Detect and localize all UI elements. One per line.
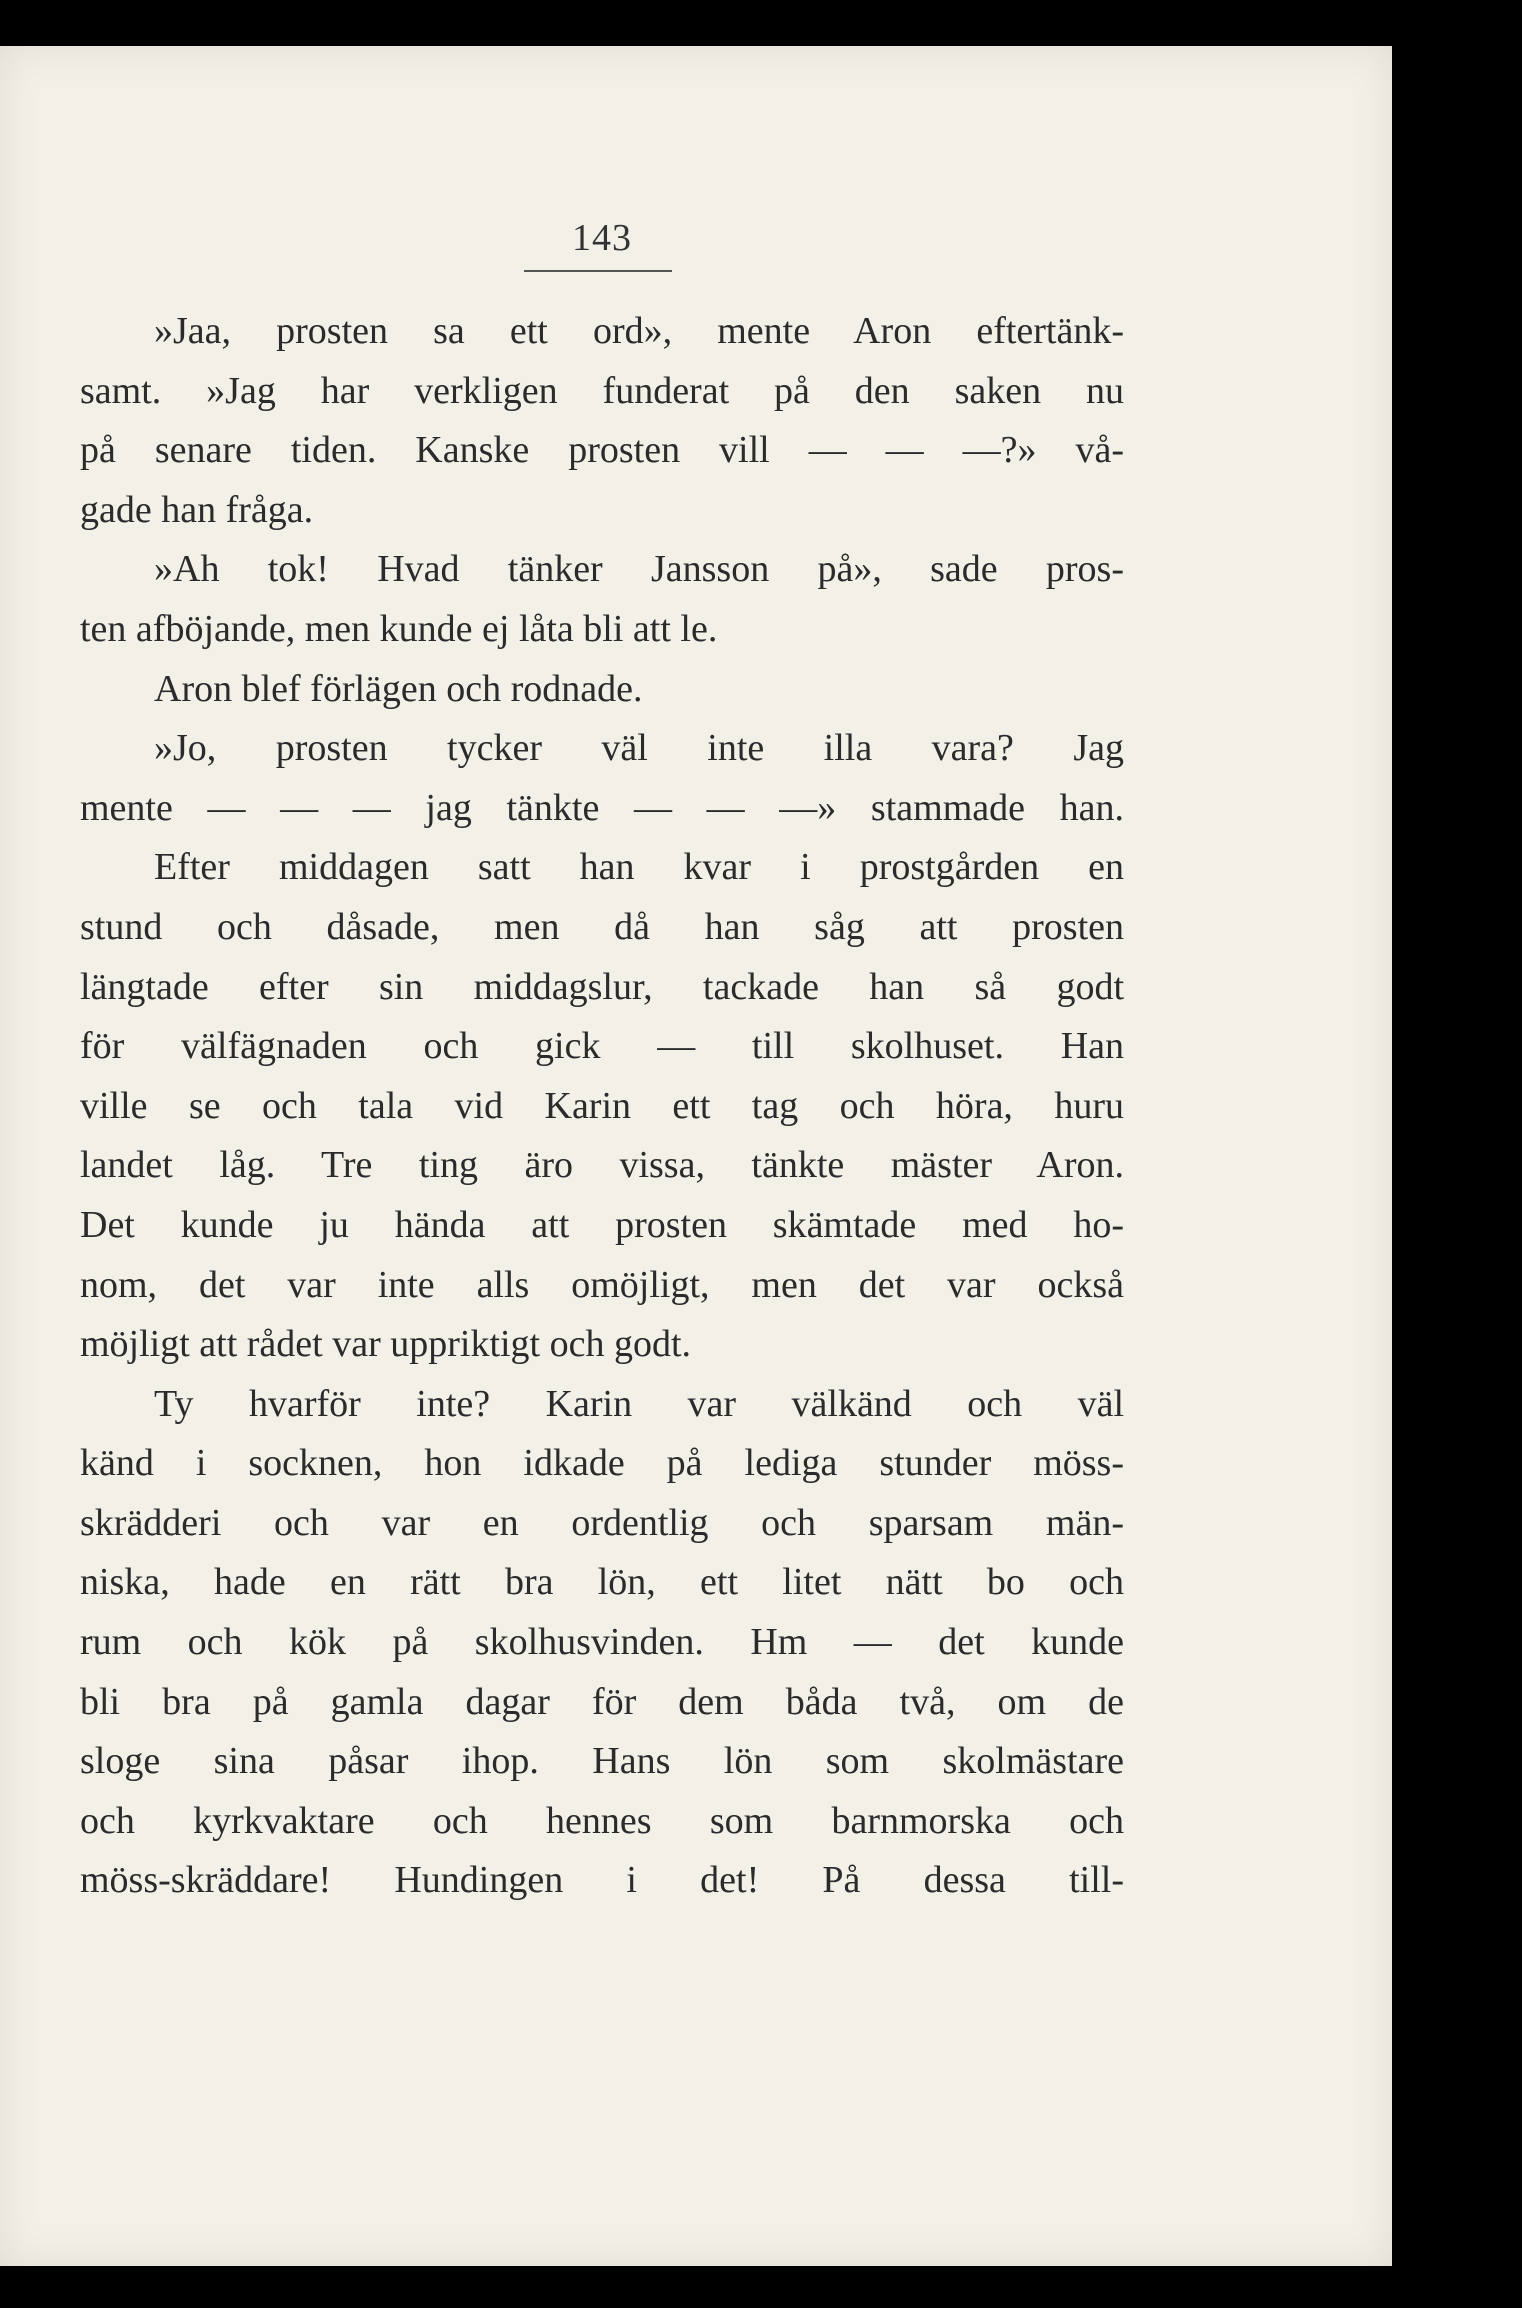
text-line: »Ah tok! Hvad tänker Jansson på», sade pros- [154, 548, 1124, 591]
text-line: stund och dåsade, men då han såg att prosten [80, 905, 1124, 948]
page-number-rule [524, 270, 672, 272]
text-line: möjligt att rådet var uppriktigt och godt. [80, 1323, 692, 1366]
text-line: nom, det var inte alls omöjligt, men det var också [80, 1263, 1124, 1306]
text-line: Aron blef förlägen och rodnade. [154, 667, 643, 710]
text-line: rum och kök på skolhusvinden. Hm — det kunde [80, 1621, 1124, 1664]
text-line: mente — — — jag tänkte — — —» stammade han. [80, 786, 1124, 829]
text-line: »Jo, prosten tycker väl inte illa vara? Jag [154, 727, 1124, 770]
text-line: känd i socknen, hon idkade på lediga stunder möss- [80, 1442, 1124, 1485]
text-line: Ty hvarför inte? Karin var välkänd och väl [154, 1382, 1124, 1425]
text-line: »Jaa, prosten sa ett ord», mente Aron eftertänk- [154, 310, 1124, 352]
text-line: sloge sina påsar ihop. Hans lön som skolmästare [80, 1740, 1124, 1783]
text-line: bli bra på gamla dagar för dem båda två, om de [80, 1680, 1124, 1723]
body-text [80, 302, 1124, 1911]
text-line: samt. »Jag har verkligen funderat på den saken nu [80, 369, 1124, 412]
text-line: skrädderi och var en ordentlig och sparsam män- [80, 1501, 1124, 1544]
text-line: niska, hade en rätt bra lön, ett litet nätt bo och [80, 1561, 1124, 1604]
text-line: gade han fråga. [80, 488, 314, 531]
page-number: 143 [572, 217, 632, 259]
text-line: ville se och tala vid Karin ett tag och höra, huru [80, 1084, 1124, 1127]
book-page [0, 46, 1392, 2266]
text-line: landet låg. Tre ting äro vissa, tänkte mäster Aron. [80, 1144, 1124, 1187]
text-line: möss-skräddare! Hundingen i det! På dessa till- [80, 1859, 1124, 1902]
text-line: längtade efter sin middagslur, tackade han så godt [80, 965, 1124, 1008]
text-line: för välfägnaden och gick — till skolhuset. Han [80, 1025, 1124, 1068]
text-line: på senare tiden. Kanske prosten vill — — —?» vå- [80, 429, 1124, 472]
text-line: ten afböjande, men kunde ej låta bli att le. [80, 607, 718, 650]
text-line: Efter middagen satt han kvar i prostgården en [154, 846, 1124, 889]
text-line: och kyrkvaktare och hennes som barnmorska och [80, 1799, 1124, 1842]
text-line: Det kunde ju hända att prosten skämtade med ho- [80, 1203, 1124, 1246]
